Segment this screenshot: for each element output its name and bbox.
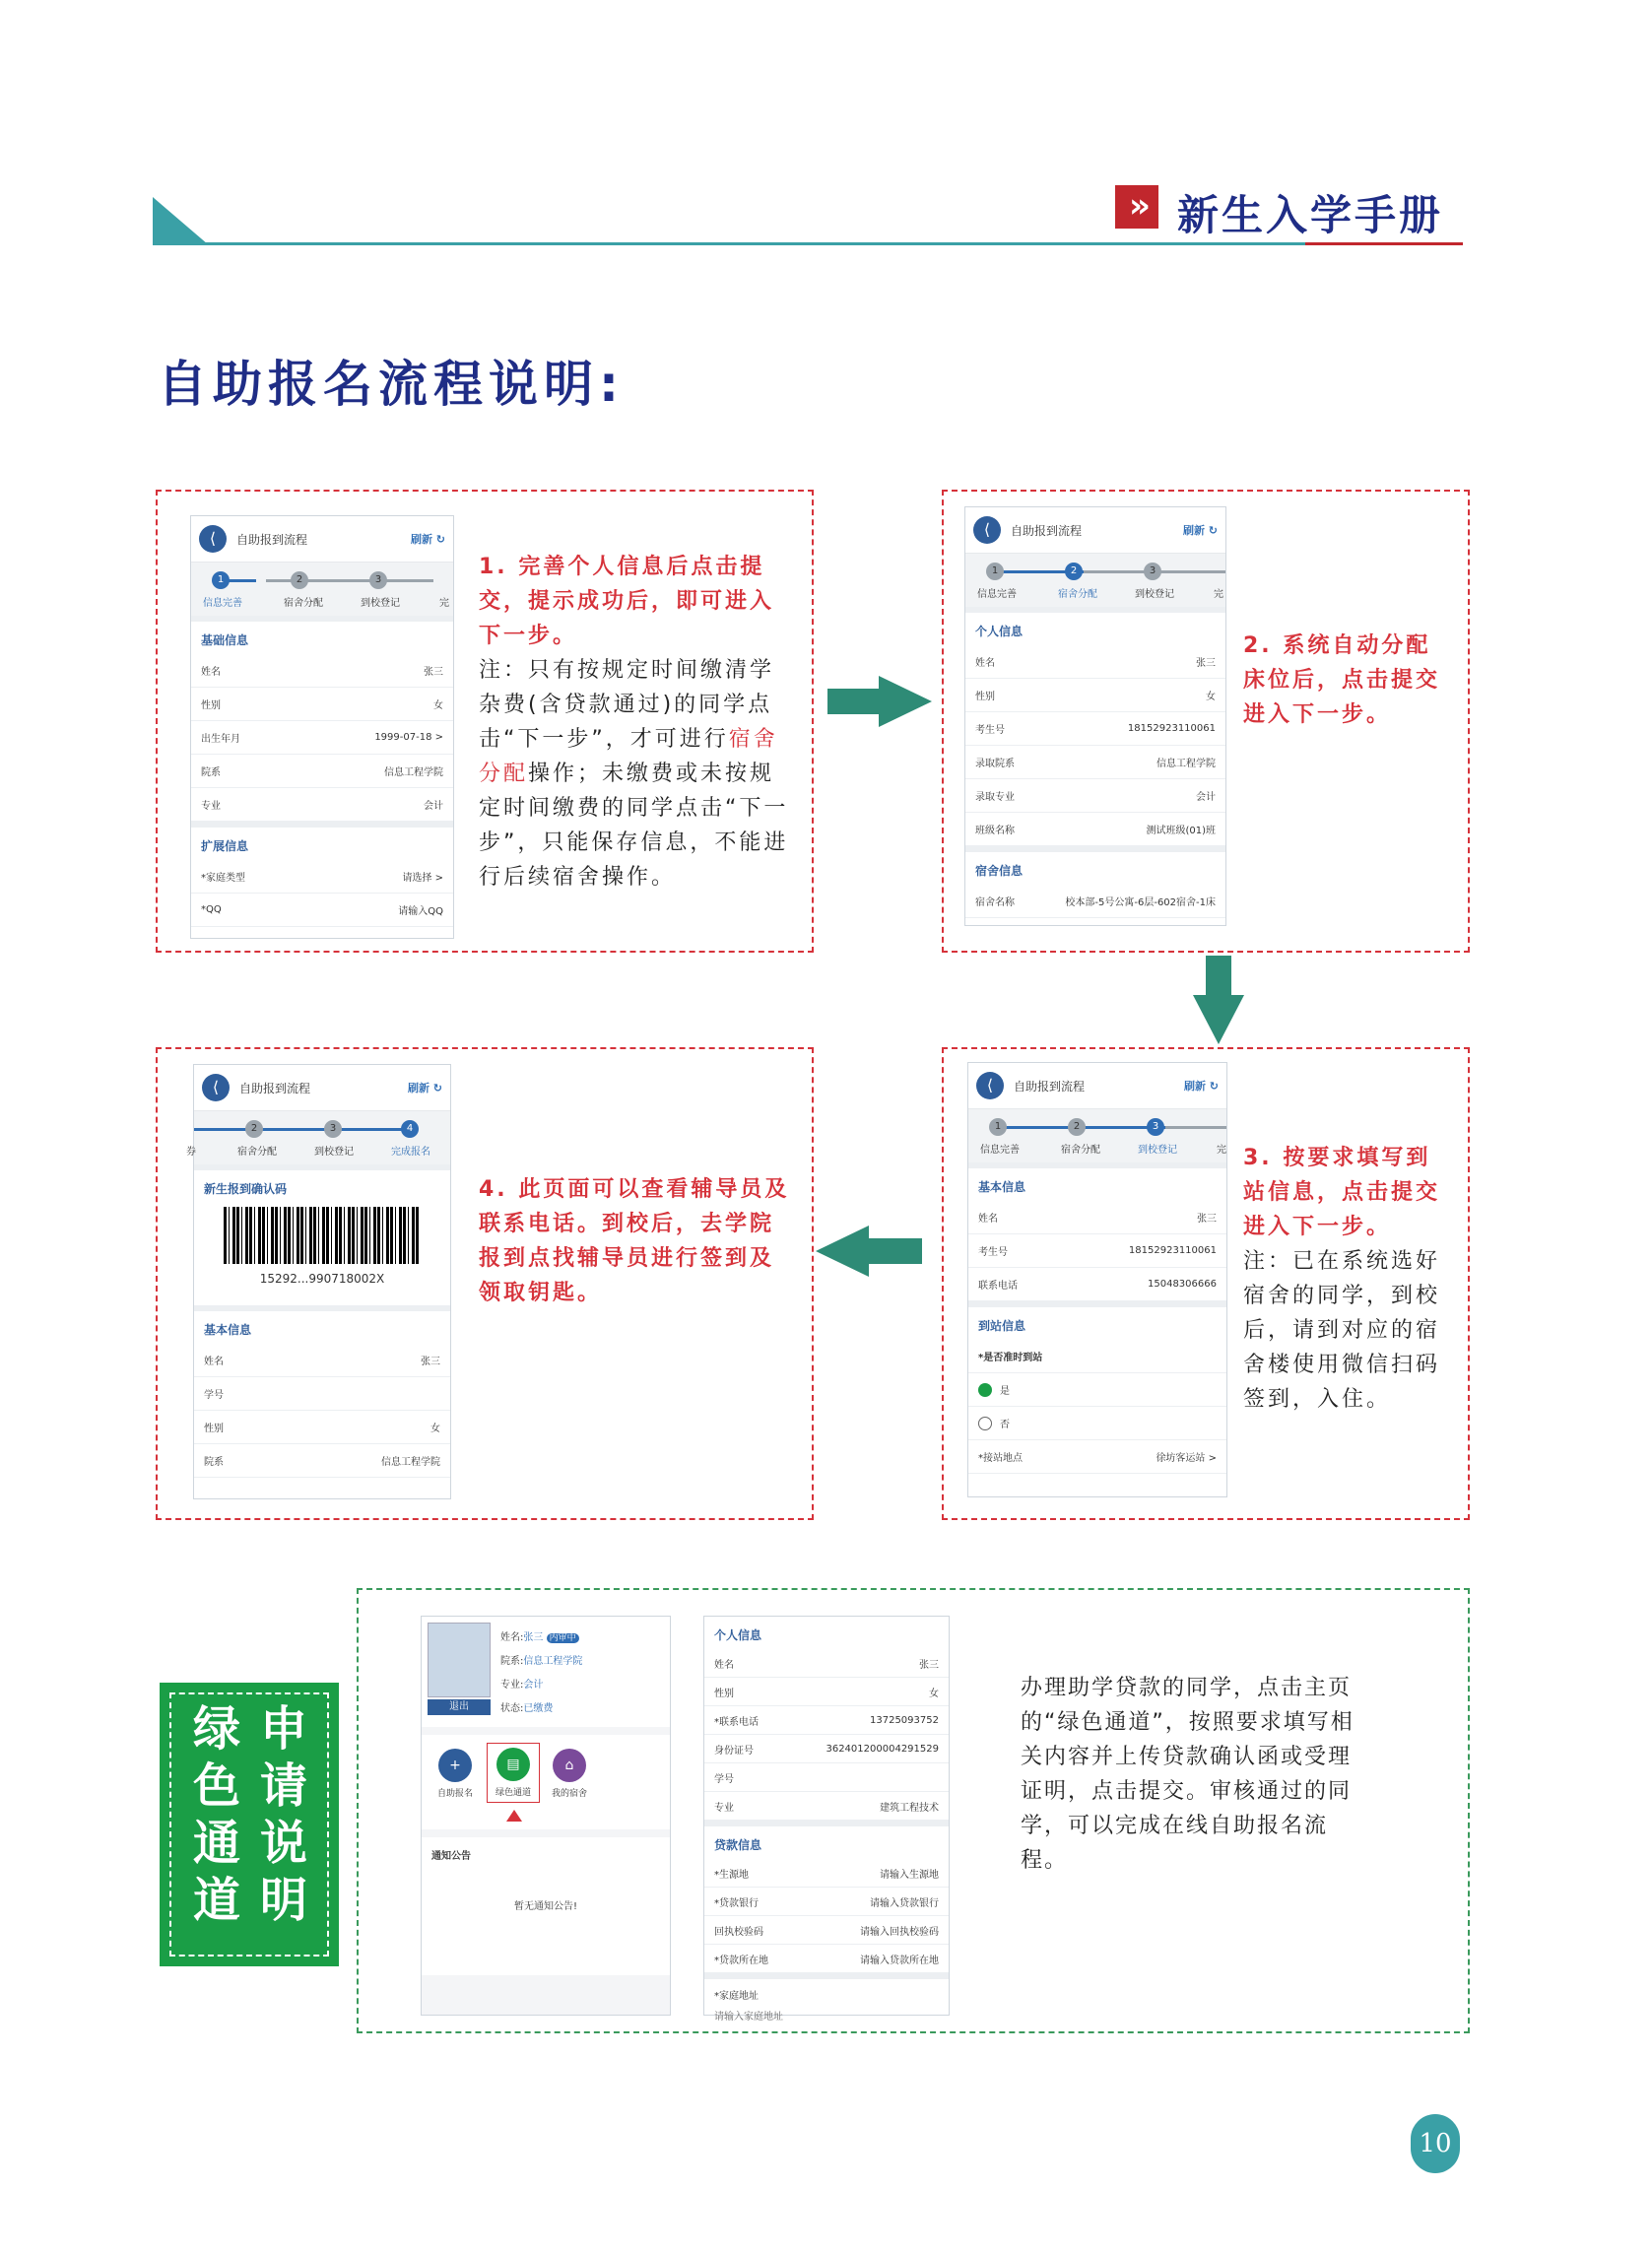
- form-row: 录取院系 信息工程学院: [965, 746, 1225, 779]
- notice-empty: 暂无通知公告!: [513, 1901, 577, 1912]
- step-label-3: 到校登记: [361, 598, 400, 609]
- profile-info: 姓名:张三 内审中 院系:信息工程学院 专业:会计 状态:已缴费: [500, 1632, 583, 1714]
- section-loan: 贷款信息: [704, 1821, 949, 1859]
- bed-icon[interactable]: ⌂: [553, 1749, 586, 1782]
- document-icon[interactable]: ▤: [496, 1748, 530, 1781]
- radio-checked-icon[interactable]: [978, 1383, 992, 1397]
- step-progress: [186, 1111, 450, 1164]
- step-label-2: 宿舍分配: [1058, 589, 1097, 600]
- share-icon[interactable]: ⟨: [199, 525, 227, 553]
- section-basic: 基础信息: [191, 616, 453, 654]
- form-row: 性别 女: [965, 679, 1225, 712]
- form-row: 性别 女: [194, 1411, 450, 1444]
- header-rule: [153, 242, 1463, 245]
- step-dot-2: 2: [1068, 1118, 1086, 1136]
- step-dot-3: 3: [1144, 563, 1161, 580]
- share-icon[interactable]: ⟨: [976, 1072, 1004, 1099]
- phone-step1: [190, 515, 454, 939]
- header-red-rule: [1305, 242, 1463, 245]
- form-row[interactable]: 性别 女: [191, 688, 453, 721]
- step-label-5: 完: [1214, 589, 1223, 600]
- form-row[interactable]: 联系电话 15048306666: [968, 1268, 1226, 1301]
- pointer-arrow-icon: [506, 1810, 522, 1822]
- form-row: 录取专业 会计: [965, 779, 1225, 813]
- phone-loan-form: [703, 1616, 950, 2023]
- form-row[interactable]: *贷款银行 请输入贷款银行: [704, 1888, 949, 1916]
- step-label-2: 宿舍分配: [284, 598, 323, 609]
- phone-step3: [967, 1062, 1227, 1497]
- step-label-1: 信息完善: [203, 598, 242, 609]
- green-channel-text: 办理助学贷款的同学，点击主页的“绿色通道”，按照要求填写相关内容并上传贷款确认函或受理证明，点击提交。审核通过的同学，可以完成在线自助报名流程。: [1021, 1676, 1355, 1873]
- user-add-icon[interactable]: +: [438, 1749, 472, 1782]
- step-dot-1: 1: [212, 571, 230, 589]
- section-basic: 基本信息: [968, 1162, 1226, 1201]
- form-row: 宿舍名称 校本部-5号公寓-6层-602宿舍-1床: [965, 885, 1225, 918]
- step-label-3: 到校登记: [314, 1147, 354, 1158]
- arrow-right-head: [879, 676, 932, 727]
- form-row: 姓名 张三: [965, 645, 1225, 679]
- step1-note-a: 注：只有按规定时间缴清学杂费(含贷款通过)的同学点击“下一步”，才可进行: [479, 658, 775, 752]
- radio-yes[interactable]: 是: [968, 1373, 1226, 1407]
- phone-step2: [964, 506, 1226, 926]
- arrow-down-head: [1193, 995, 1244, 1044]
- section-extended: 扩展信息: [191, 822, 453, 860]
- arrow-left: [867, 1238, 922, 1264]
- step2-text: [1243, 629, 1445, 732]
- badge-col-1: 绿色通道: [192, 1701, 240, 1928]
- form-row[interactable]: 身份证号 362401200004291529: [704, 1735, 949, 1763]
- share-icon[interactable]: ⟨: [202, 1074, 230, 1101]
- phone-header: [968, 1063, 1226, 1109]
- refresh-button[interactable]: 刷新 ↻: [1183, 1080, 1219, 1093]
- phone-title: 自助报到流程: [1011, 523, 1083, 538]
- notice-panel: [422, 1837, 670, 1975]
- phone-home: [421, 1616, 671, 2016]
- step-label-1: 券: [186, 1147, 196, 1158]
- barcode-area: [194, 1203, 450, 1305]
- form-row[interactable]: 专业 会计: [191, 788, 453, 822]
- step-dot-3: 3: [369, 571, 387, 589]
- form-row[interactable]: 学号: [704, 1763, 949, 1792]
- phone-title: 自助报到流程: [1014, 1079, 1086, 1094]
- form-row[interactable]: 院系 信息工程学院: [191, 755, 453, 788]
- form-row[interactable]: 回执校验码 请输入回执校验码: [704, 1916, 949, 1945]
- step-dot-3: 3: [1147, 1118, 1164, 1136]
- step1-note-b: 操作；未缴费或未按规定时间缴费的同学点击“下一步”，只能保存信息，不能进行后续宿舍操作。: [479, 762, 789, 890]
- form-row[interactable]: 出生年月 1999-07-18 >: [191, 721, 453, 755]
- refresh-button[interactable]: 刷新 ↻: [410, 533, 445, 546]
- step-label-5: 完: [439, 598, 449, 609]
- form-row: 考生号 18152923110061: [968, 1234, 1226, 1268]
- form-row[interactable]: 姓名 张三: [191, 654, 453, 688]
- form-row[interactable]: *生源地 请输入生源地: [704, 1859, 949, 1888]
- form-row: 考生号 18152923110061: [965, 712, 1225, 746]
- barcode-image: [224, 1207, 421, 1264]
- step3-note: 注：已在系统选好宿舍的同学，到校后，请到对应的宿舍楼使用微信扫码签到，入住。: [1243, 1249, 1441, 1412]
- form-row: 姓名 张三: [194, 1344, 450, 1377]
- avatar: [428, 1623, 491, 1697]
- step-label-3: 到校登记: [1138, 1145, 1177, 1156]
- form-row[interactable]: *QQ 请输入QQ: [191, 894, 453, 927]
- step4-text: [479, 1172, 792, 1310]
- form-row[interactable]: *联系电话 13725093752: [704, 1706, 949, 1735]
- step-dot-1: 1: [989, 1118, 1007, 1136]
- step1-note-highlight: 宿舍分配: [479, 727, 778, 786]
- phone-header: [965, 507, 1225, 554]
- step-label-5: 完: [1217, 1145, 1226, 1156]
- menu-dorm[interactable]: ⌂ 我的宿舍: [550, 1749, 589, 1799]
- address-field[interactable]: *家庭地址 请输入家庭地址: [704, 1973, 949, 2030]
- arrow-right: [827, 689, 883, 714]
- refresh-button[interactable]: 刷新 ↻: [1182, 524, 1218, 537]
- form-row: 班级名称 测试班级(01)班: [965, 813, 1225, 846]
- step-progress: [191, 563, 453, 616]
- step-dot-4: 4: [401, 1120, 419, 1138]
- section-confirm-code: 新生报到确认码: [194, 1164, 450, 1203]
- form-row: 学号: [194, 1377, 450, 1411]
- step3-heading: 3. 按要求填写到站信息，点击提交进入下一步。: [1243, 1146, 1441, 1239]
- form-row[interactable]: *家庭类型 请选择 >: [191, 860, 453, 894]
- step-label-2: 宿舍分配: [237, 1147, 277, 1158]
- step4-heading: 4. 此页面可以查看辅导员及联系电话。到校后，去学院报到点找辅导员进行签到及领取钥匙。: [479, 1177, 790, 1305]
- barcode-number: 15292...990718002X: [259, 1272, 385, 1286]
- form-row: 性别 女: [704, 1678, 949, 1706]
- form-row: 院系 信息工程学院: [194, 1444, 450, 1478]
- logout-button[interactable]: 退出: [428, 1699, 491, 1715]
- phone-header: [194, 1065, 450, 1111]
- step-label-4: 完成报名: [391, 1147, 430, 1158]
- section-personal: 个人信息: [714, 1628, 762, 1642]
- step-dot-2: 2: [1065, 563, 1083, 580]
- phone-title: 自助报到流程: [239, 1081, 311, 1095]
- step-progress: [968, 1109, 1226, 1162]
- step-dot-3: 3: [324, 1120, 342, 1138]
- refresh-button[interactable]: 刷新 ↻: [407, 1082, 442, 1094]
- step-label-3: 到校登记: [1135, 589, 1174, 600]
- step-dot-2: 2: [291, 571, 308, 589]
- form-row[interactable]: *接站地点 徐坊客运站 >: [968, 1440, 1226, 1474]
- header-triangle: [153, 197, 208, 244]
- step-label-1: 信息完善: [977, 589, 1017, 600]
- page-title: 自助报名流程说明:: [158, 356, 625, 413]
- share-icon[interactable]: ⟨: [973, 516, 1001, 544]
- section-basic: 基本信息: [194, 1305, 450, 1344]
- section-arrival: 到站信息: [968, 1301, 1226, 1340]
- arrow-left-head: [816, 1226, 869, 1277]
- status-badge: 内审中: [547, 1633, 579, 1643]
- badge-col-2: 申请说明: [259, 1701, 307, 1928]
- green-channel-badge: [160, 1683, 339, 1966]
- form-row: 专业 建筑工程技术: [704, 1792, 949, 1821]
- page-number: 10: [1411, 2114, 1460, 2173]
- notice-title: 通知公告: [431, 1851, 471, 1862]
- menu-green-channel[interactable]: ▤ 绿色通道: [487, 1743, 540, 1803]
- profile-card: [422, 1617, 670, 1727]
- radio-empty-icon[interactable]: [978, 1417, 992, 1430]
- form-row[interactable]: *贷款所在地 请输入贷款所在地: [704, 1945, 949, 1973]
- step-dot-2: 2: [245, 1120, 263, 1138]
- step-line: [1165, 1126, 1226, 1129]
- form-row: 姓名 张三: [968, 1201, 1226, 1234]
- phone-title: 自助报到流程: [236, 532, 308, 547]
- header-title: 新生入学手册: [1177, 191, 1444, 239]
- section-personal: 个人信息: [965, 607, 1225, 645]
- phone-step4: [186, 1064, 451, 1499]
- step-label-1: 信息完善: [980, 1145, 1020, 1156]
- step1-heading: 1. 完善个人信息后点击提交，提示成功后，即可进入下一步。: [479, 555, 775, 648]
- step-progress: [965, 554, 1225, 607]
- step3-text: [1243, 1141, 1445, 1417]
- phone-header: [191, 516, 453, 563]
- radio-no[interactable]: 否: [968, 1407, 1226, 1440]
- form-row: 姓名 张三: [704, 1649, 949, 1678]
- step-line: [194, 1128, 411, 1131]
- section-dorm: 宿舍信息: [965, 846, 1225, 885]
- arrival-question: *是否准时到站: [968, 1340, 1226, 1373]
- step1-text: [479, 550, 792, 895]
- step2-heading: 2. 系统自动分配床位后，点击提交进入下一步。: [1243, 633, 1441, 727]
- menu-grid: [422, 1735, 670, 1829]
- step-dot-1: 1: [986, 563, 1004, 580]
- chevron-icon: »: [1115, 185, 1158, 229]
- step-label-2: 宿舍分配: [1061, 1145, 1100, 1156]
- menu-register[interactable]: + 自助报名: [435, 1749, 475, 1799]
- arrow-down: [1206, 956, 1231, 999]
